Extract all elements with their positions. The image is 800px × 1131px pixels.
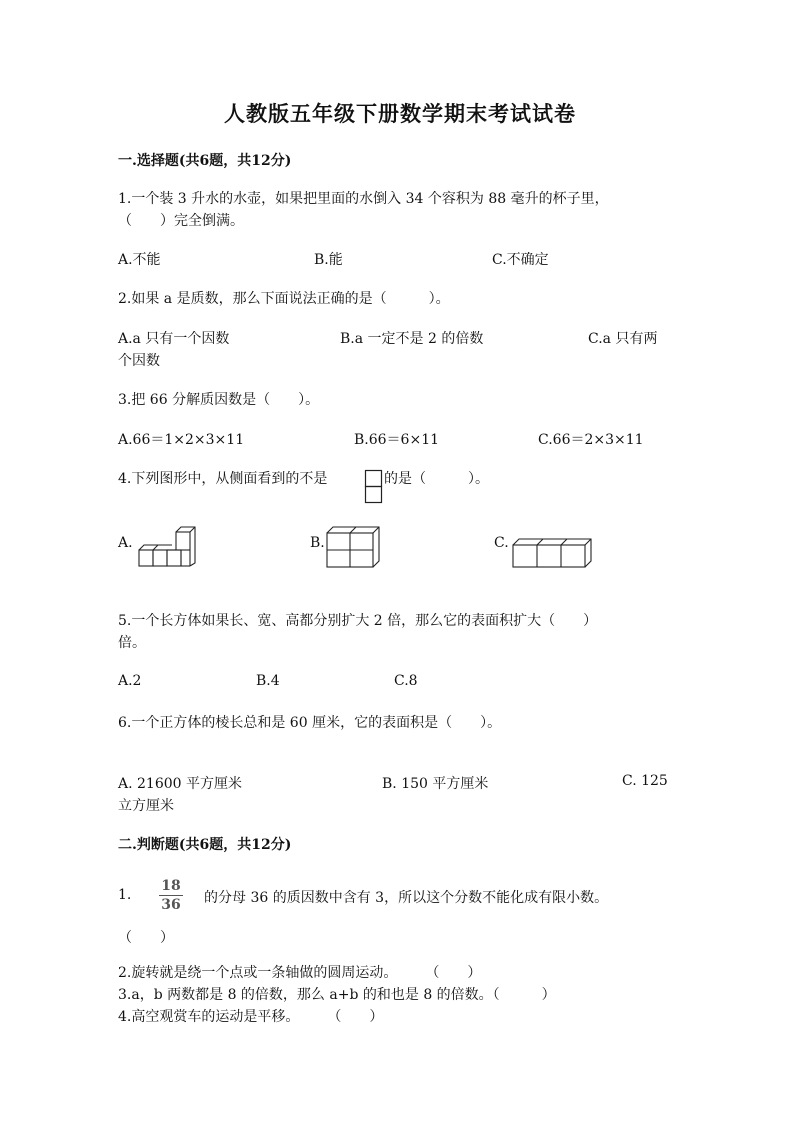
question-5-line-2: 倍。 — [118, 635, 146, 651]
question-3-option-b: B.66＝6×11 — [354, 432, 440, 448]
question-5-line-1: 5.一个长方体如果长、宽、高都分别扩大 2 倍，那么它的表面积扩大（ ） — [118, 613, 598, 629]
question-2-option-a: A.a 只有一个因数 — [118, 331, 230, 347]
fraction-bar — [159, 895, 183, 896]
fraction-denominator: 36 — [161, 897, 181, 913]
fraction-numerator: 18 — [161, 878, 181, 894]
judgement-1-number: 1. — [118, 887, 132, 903]
question-4-option-c: C. — [494, 535, 509, 551]
question-2-option-b: B.a 一定不是 2 的倍数 — [340, 331, 484, 347]
question-1-option-a: A.不能 — [118, 252, 161, 268]
question-2-text: 2.如果 a 是质数，那么下面说法正确的是（ ）。 — [118, 291, 450, 307]
question-1-line-2: （ ）完全倒满。 — [118, 213, 244, 229]
question-2-option-c: C.a 只有两 — [588, 331, 658, 347]
question-2-option-c-continued: 个因数 — [118, 353, 160, 369]
question-3-option-a: A.66＝1×2×3×11 — [118, 432, 245, 448]
question-5-option-a: A.2 — [118, 673, 142, 689]
question-1-option-c: C.不确定 — [492, 252, 549, 268]
judgement-4-text: 4.高空观赏车的运动是平移。 （ ） — [118, 1009, 384, 1025]
question-6-option-a: A. 21600 平方厘米 — [118, 776, 242, 792]
question-3-text: 3.把 66 分解质因数是（ ）。 — [118, 392, 320, 408]
question-6-option-b: B. 150 平方厘米 — [382, 776, 489, 792]
section-heading-judgement: 二.判断题(共6题，共12分) — [118, 837, 292, 853]
cube-figure-a — [136, 524, 198, 570]
question-1-option-b: B.能 — [314, 252, 343, 268]
question-6-option-c-continued: 立方厘米 — [118, 798, 174, 814]
question-4-option-b: B. — [310, 535, 325, 551]
judgement-1-text: 的分母 36 的质因数中含有 3，所以这个分数不能化成有限小数。 — [204, 890, 609, 906]
question-5-option-b: B.4 — [256, 673, 280, 689]
question-4-text-after: 的是（ ）。 — [384, 471, 489, 487]
fraction-18-36 — [157, 878, 185, 913]
judgement-3-text: 3.a，b 两数都是 8 的倍数，那么 a+b 的和也是 8 的倍数。（ ） — [118, 987, 556, 1003]
question-6-option-c: C. 125 — [622, 773, 668, 789]
question-4-option-a: A. — [118, 535, 133, 551]
question-6-text: 6.一个正方体的棱长总和是 60 厘米，它的表面积是（ ）。 — [118, 715, 502, 731]
question-3-option-c: C.66＝2×3×11 — [538, 432, 644, 448]
question-4-text-before: 4.下列图形中，从侧面看到的不是 — [118, 471, 328, 487]
cube-figure-c — [510, 536, 592, 570]
judgement-1-paren: （ ） — [118, 930, 174, 946]
question-5-option-c: C.8 — [394, 673, 418, 689]
stacked-squares-figure — [364, 469, 384, 505]
section-heading-choice: 一.选择题(共6题，共12分) — [118, 153, 292, 169]
judgement-2-text: 2.旋转就是绕一个点或一条轴做的圆周运动。 （ ） — [118, 965, 482, 981]
page-title: 人教版五年级下册数学期末考试试卷 — [224, 101, 576, 126]
cube-figure-b — [324, 524, 382, 570]
question-1-line-1: 1.一个装 3 升水的水壶，如果把里面的水倒入 34 个容积为 88 毫升的杯子里， — [118, 191, 609, 207]
